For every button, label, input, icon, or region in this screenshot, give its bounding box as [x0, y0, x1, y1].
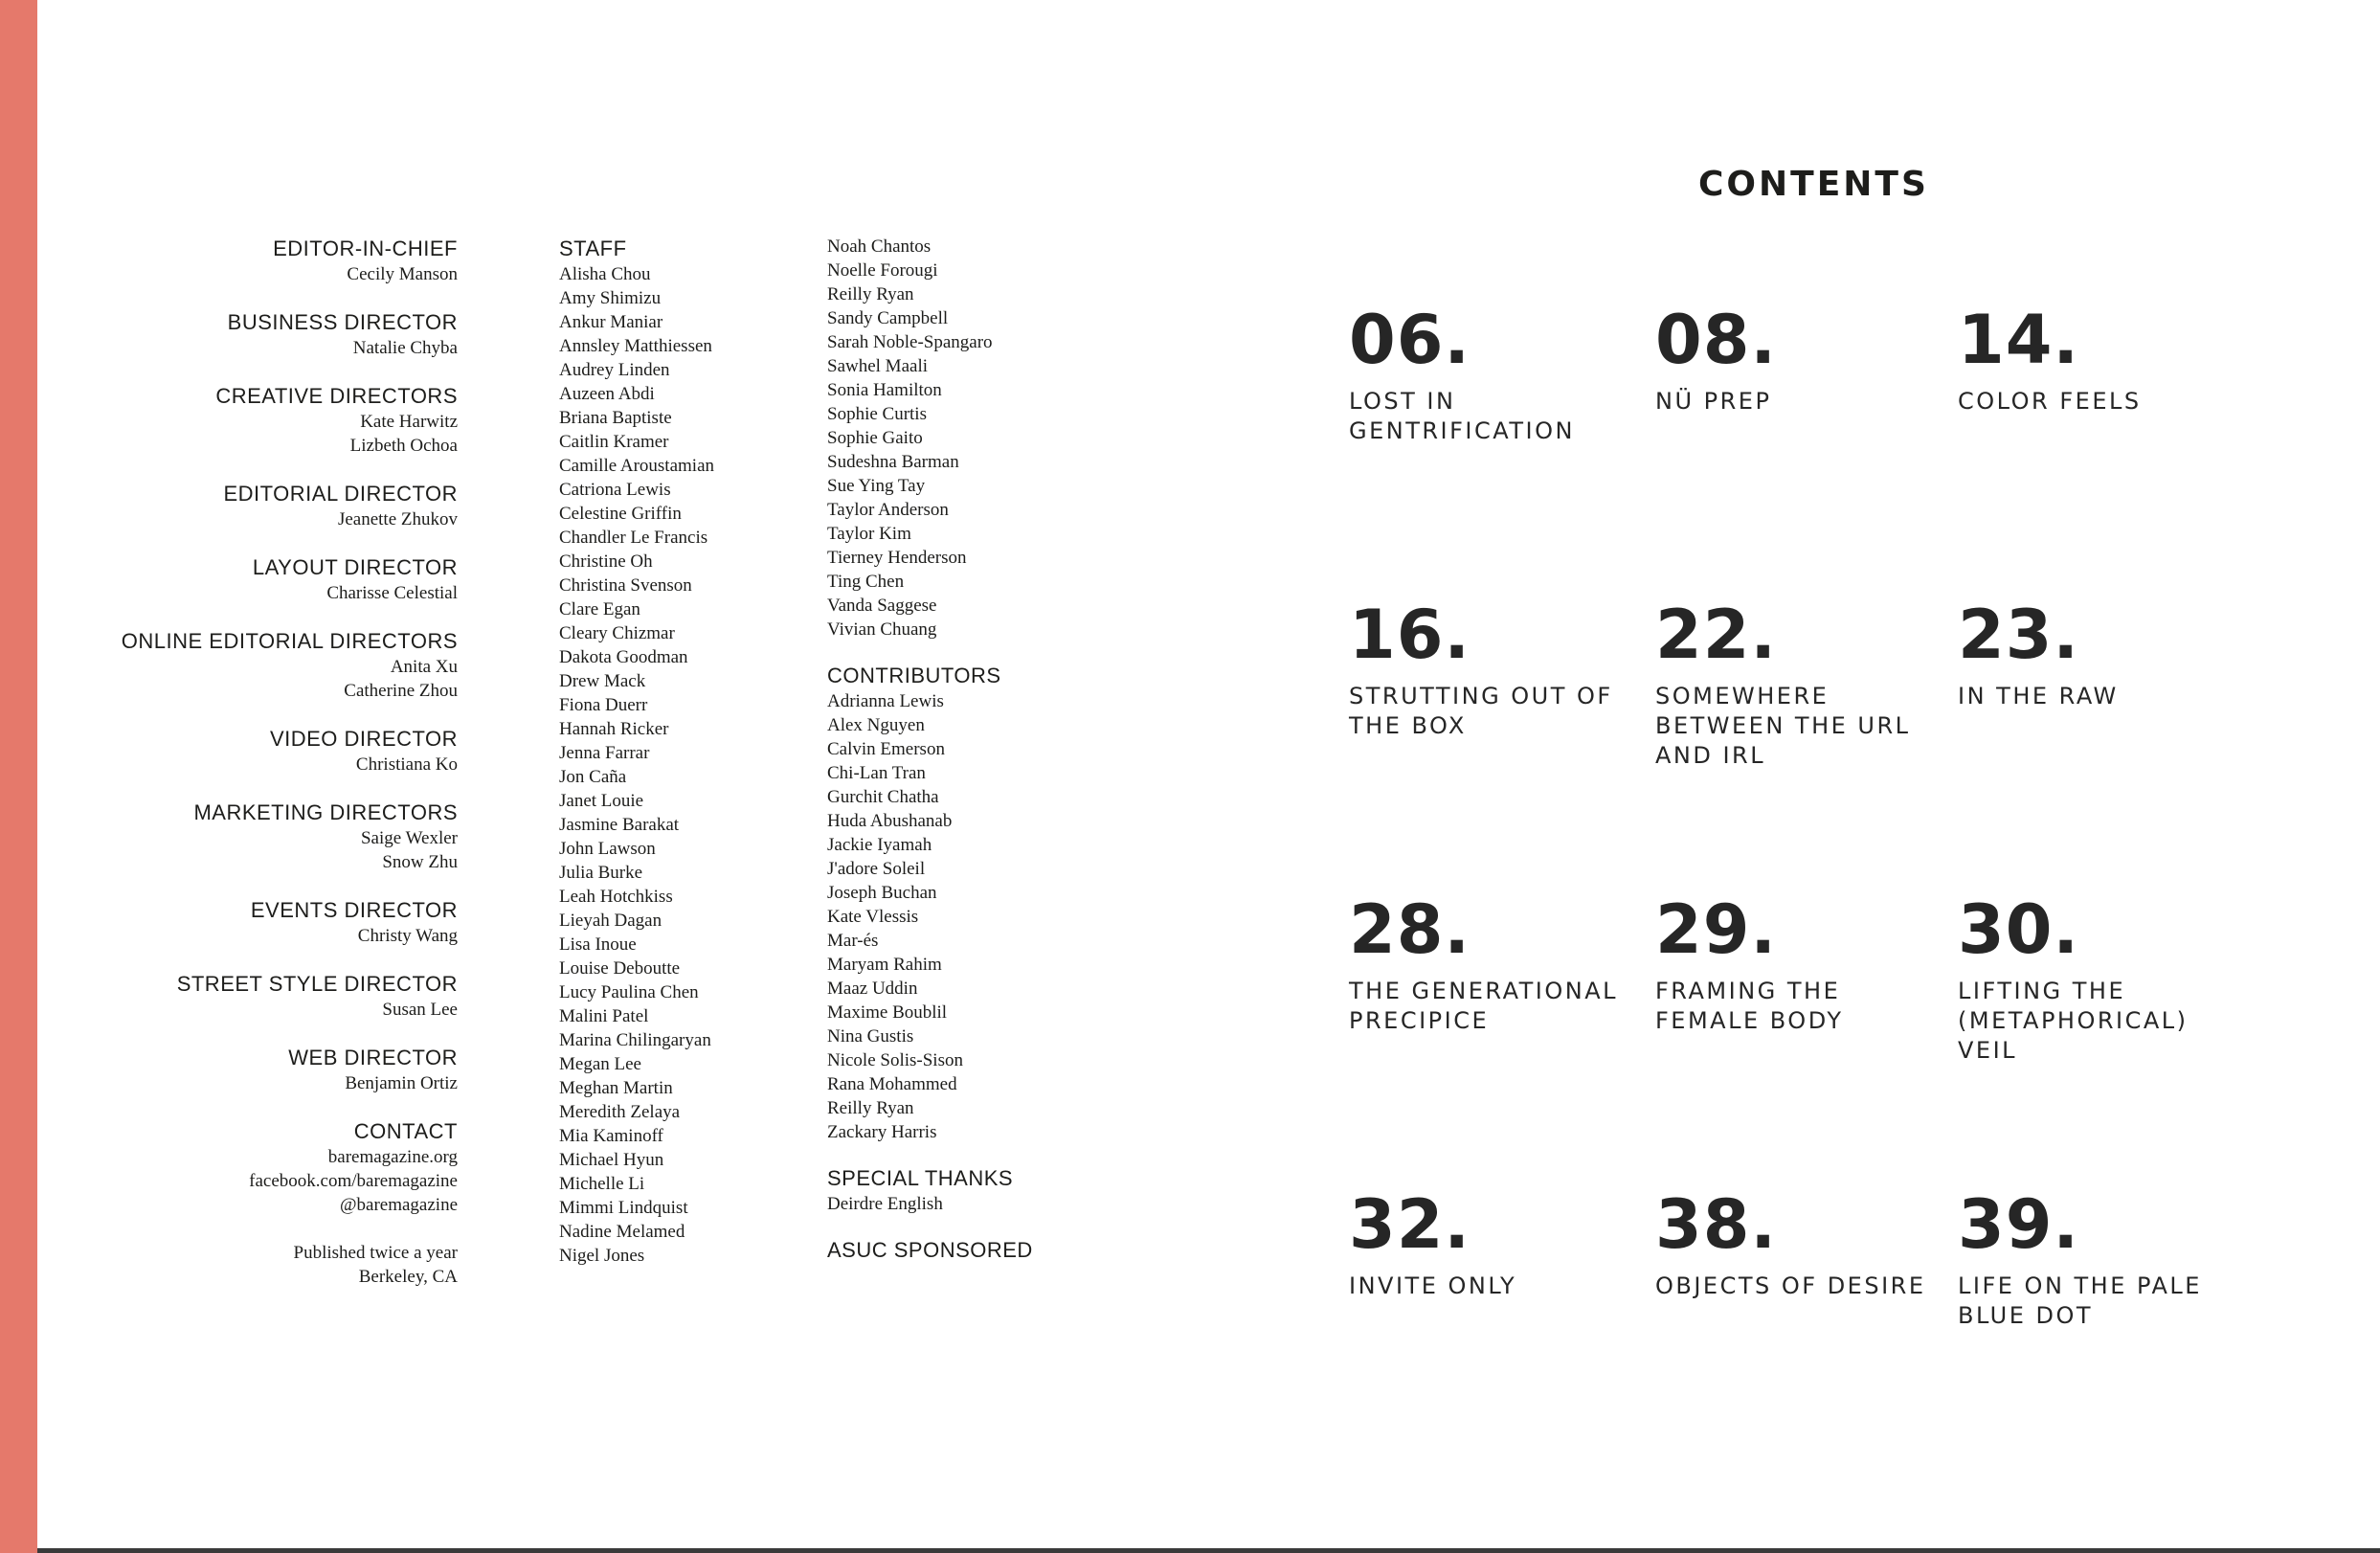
toc-title-line: (METAPHORICAL) [1958, 1007, 2189, 1034]
toc-title [1958, 1272, 2235, 1331]
staff-name: Christina Svenson [559, 575, 692, 596]
staff-name: Audrey Linden [559, 360, 670, 380]
special-thanks-heading: SPECIAL THANKS [827, 1166, 1014, 1190]
toc-title-line: STRUTTING OUT OF [1349, 683, 1613, 709]
toc-title-line: LIFE ON THE PALE [1958, 1272, 2202, 1299]
toc-title-line: LIFTING THE [1958, 978, 2126, 1004]
contributor-name: Kate Vlessis [827, 907, 919, 927]
staff-name: Nadine Melamed [559, 1222, 685, 1242]
publication-info [17, 1241, 458, 1289]
toc-title-line: LOST IN [1349, 388, 1456, 415]
toc-entry [1655, 889, 1933, 1036]
toc-entry [1655, 1183, 1933, 1301]
toc-page-number: 30. [1958, 890, 2080, 969]
masthead-role: EDITORIAL DIRECTOR [223, 482, 458, 506]
toc-page-number: 14. [1958, 301, 2080, 379]
staff-name: Alisha Chou [559, 264, 651, 284]
staff-name: Sue Ying Tay [827, 476, 926, 496]
masthead-role: WEB DIRECTOR [288, 1046, 458, 1069]
masthead-person: Catherine Zhou [344, 681, 458, 701]
publication-line: Berkeley, CA [358, 1267, 458, 1287]
staff-name: Dakota Goodman [559, 647, 688, 667]
staff-name: Drew Mack [559, 671, 646, 691]
staff-name: Sawhel Maali [827, 356, 929, 376]
toc-page-number: 28. [1349, 890, 1471, 969]
masthead-person: Saige Wexler [360, 828, 458, 848]
toc-entry [1349, 1183, 1627, 1301]
toc-title-line: BETWEEN THE URL [1655, 712, 1911, 739]
staff-name: Megan Lee [559, 1054, 641, 1074]
toc-title-line: PRECIPICE [1349, 1007, 1490, 1034]
bottom-rule [37, 1548, 2380, 1553]
staff-name: Camille Aroustamian [559, 456, 715, 476]
table-of-contents [1349, 299, 2306, 1371]
credits-column [827, 235, 1114, 1264]
staff-name: Meredith Zelaya [559, 1102, 681, 1122]
toc-entry [1958, 299, 2235, 416]
contributor-name: Nina Gustis [827, 1026, 914, 1047]
contributor-name: Maaz Uddin [827, 979, 918, 999]
contributor-name: Mar-és [827, 931, 879, 951]
toc-page-number: 23. [1958, 596, 2080, 674]
staff-name: Sonia Hamilton [827, 380, 942, 400]
masthead-role: LAYOUT DIRECTOR [252, 555, 458, 579]
masthead-role: EVENTS DIRECTOR [250, 898, 458, 922]
masthead-block [17, 897, 458, 948]
staff-name: Mimmi Lindquist [559, 1198, 688, 1218]
staff-name: Michael Hyun [559, 1150, 664, 1170]
toc-entry [1958, 889, 2235, 1066]
contributor-name: Gurchit Chatha [827, 787, 939, 807]
toc-entry [1655, 594, 1933, 771]
masthead-person: Benjamin Ortiz [345, 1073, 458, 1093]
contributor-name: Huda Abushanab [827, 811, 953, 831]
staff-name: Sudeshna Barman [827, 452, 959, 472]
staff-name: Ting Chen [827, 572, 905, 592]
staff-name: Hannah Ricker [559, 719, 669, 739]
staff-name: Catriona Lewis [559, 480, 671, 500]
masthead-block [17, 383, 458, 458]
masthead-role: ONLINE EDITORIAL DIRECTORS [121, 629, 458, 653]
staff-name: Lieyah Dagan [559, 911, 662, 931]
toc-title [1655, 1272, 1933, 1301]
contributor-name: Jackie Iyamah [827, 835, 932, 855]
toc-page-number: 22. [1655, 596, 1778, 674]
staff-name: Clare Egan [559, 599, 640, 619]
masthead-person: Susan Lee [382, 1000, 458, 1020]
toc-page-number: 38. [1655, 1185, 1778, 1264]
toc-title [1349, 1272, 1627, 1301]
masthead-person: Lizbeth Ochoa [349, 436, 458, 456]
toc-title [1349, 977, 1627, 1036]
masthead-role: CREATIVE DIRECTORS [215, 384, 458, 408]
toc-title-line: IN THE RAW [1958, 683, 2119, 709]
toc-title [1958, 977, 2235, 1066]
staff-name: Jenna Farrar [559, 743, 650, 763]
toc-title [1655, 977, 1933, 1036]
staff-name: Noelle Forougi [827, 260, 938, 281]
contributor-name: Maxime Boublil [827, 1002, 948, 1023]
staff-name: Ankur Maniar [559, 312, 663, 332]
toc-page-number: 39. [1958, 1185, 2080, 1264]
toc-entry [1958, 1183, 2235, 1331]
contributor-name: Zackary Harris [827, 1122, 937, 1142]
toc-title-line: COLOR FEELS [1958, 388, 2142, 415]
masthead-person: Charisse Celestial [326, 583, 458, 603]
staff-name: Reilly Ryan [827, 284, 914, 304]
contributors-heading: CONTRIBUTORS [827, 664, 1001, 687]
staff-name: Michelle Li [559, 1174, 645, 1194]
masthead-block [17, 971, 458, 1022]
toc-title-line: FRAMING THE [1655, 978, 1841, 1004]
masthead-person: baremagazine.org [327, 1147, 458, 1167]
masthead-role: EDITOR-IN-CHIEF [273, 236, 458, 260]
staff-name: Mia Kaminoff [559, 1126, 663, 1146]
toc-entry [1349, 594, 1627, 741]
sponsor-label: ASUC SPONSORED [827, 1238, 1033, 1262]
staff-column [559, 236, 798, 1268]
masthead-person: Jeanette Zhukov [337, 509, 458, 529]
masthead-block [17, 1045, 458, 1095]
toc-title [1349, 387, 1627, 446]
toc-title-line: THE GENERATIONAL [1349, 978, 1619, 1004]
masthead-block [17, 1118, 458, 1217]
contributor-name: Alex Nguyen [827, 715, 925, 735]
toc-title [1349, 682, 1627, 741]
contributor-name: Rana Mohammed [827, 1074, 957, 1094]
staff-name: Malini Patel [559, 1006, 649, 1026]
toc-entry [1958, 594, 2235, 711]
staff-name: Sophie Gaito [827, 428, 923, 448]
staff-name: Celestine Griffin [559, 504, 682, 524]
special-thanks-list [827, 1192, 1114, 1216]
masthead-block [17, 481, 458, 531]
toc-entry [1349, 299, 1627, 446]
masthead-person: facebook.com/baremagazine [249, 1171, 458, 1191]
toc-page-number: 16. [1349, 596, 1471, 674]
staff-name: Fiona Duerr [559, 695, 648, 715]
special-thanks-section [827, 1165, 1114, 1216]
sponsor-section [827, 1237, 1114, 1264]
toc-title-line: THE BOX [1349, 712, 1467, 739]
masthead-role: VIDEO DIRECTOR [269, 727, 458, 751]
staff-name: Janet Louie [559, 791, 644, 811]
toc-title [1958, 387, 2235, 416]
contributor-name: Adrianna Lewis [827, 691, 944, 711]
contributors-section [827, 663, 1114, 1144]
toc-page-number: 08. [1655, 301, 1778, 379]
publication-line: Published twice a year [293, 1243, 458, 1263]
staff-list [559, 262, 798, 1268]
toc-title-line: OBJECTS OF DESIRE [1655, 1272, 1926, 1299]
masthead-person: Snow Zhu [382, 852, 458, 872]
staff-name: Marina Chilingaryan [559, 1030, 711, 1050]
contributor-name: Calvin Emerson [827, 739, 945, 759]
staff-name: Leah Hotchkiss [559, 887, 673, 907]
masthead-block [17, 236, 458, 286]
masthead-block [17, 309, 458, 360]
toc-page-number: 29. [1655, 890, 1778, 969]
masthead-person: Natalie Chyba [352, 338, 458, 358]
special-thanks-name: Deirdre English [827, 1194, 943, 1214]
staff-heading: STAFF [559, 236, 627, 260]
masthead-block [17, 554, 458, 605]
toc-title-line: AND IRL [1655, 742, 1766, 769]
masthead-role: STREET STYLE DIRECTOR [176, 972, 458, 996]
staff-name: Meghan Martin [559, 1078, 673, 1098]
toc-title-line: BLUE DOT [1958, 1302, 2094, 1329]
staff-name: Vivian Chuang [827, 619, 937, 640]
staff-name: Louise Deboutte [559, 958, 681, 979]
masthead-block [17, 628, 458, 703]
toc-title [1655, 682, 1933, 771]
masthead-role: CONTACT [353, 1119, 458, 1143]
toc-title [1655, 387, 1933, 416]
staff-name: Briana Baptiste [559, 408, 672, 428]
contributor-name: Joseph Buchan [827, 883, 937, 903]
staff-name: Taylor Anderson [827, 500, 949, 520]
staff-name: Auzeen Abdi [559, 384, 655, 404]
staff-name: John Lawson [559, 839, 656, 859]
contents-title: CONTENTS [1698, 165, 1929, 204]
toc-entry [1655, 299, 1933, 416]
masthead [17, 236, 458, 1289]
staff-name: Cleary Chizmar [559, 623, 675, 643]
staff-name: Sophie Curtis [827, 404, 927, 424]
masthead-person: @baremagazine [340, 1195, 458, 1215]
staff-name: Noah Chantos [827, 236, 932, 257]
toc-title-line: FEMALE BODY [1655, 1007, 1844, 1034]
staff-name: Julia Burke [559, 863, 643, 883]
toc-title-line: GENTRIFICATION [1349, 417, 1575, 444]
staff-name: Taylor Kim [827, 524, 911, 544]
staff-name: Annsley Matthiessen [559, 336, 712, 356]
contributors-list [827, 689, 1114, 1144]
toc-title-line: NÜ PREP [1655, 388, 1772, 415]
toc-title-line: VEIL [1958, 1037, 2018, 1064]
masthead-role: MARKETING DIRECTORS [193, 800, 458, 824]
staff-name: Amy Shimizu [559, 288, 662, 308]
masthead-person: Christiana Ko [355, 754, 458, 775]
staff-name: Nigel Jones [559, 1246, 645, 1266]
contributor-name: Reilly Ryan [827, 1098, 914, 1118]
masthead-person: Christy Wang [357, 926, 458, 946]
staff-name: Vanda Saggese [827, 596, 937, 616]
staff-name: Lisa Inoue [559, 934, 637, 955]
staff-name: Sarah Noble-Spangaro [827, 332, 993, 352]
staff-name: Tierney Henderson [827, 548, 967, 568]
contributor-name: Nicole Solis-Sison [827, 1050, 963, 1070]
staff-name: Sandy Campbell [827, 308, 949, 328]
staff-name: Jon Caña [559, 767, 627, 787]
toc-page-number: 32. [1349, 1185, 1471, 1264]
staff-name: Christine Oh [559, 551, 653, 572]
staff-name: Chandler Le Francis [559, 528, 708, 548]
staff-name: Caitlin Kramer [559, 432, 669, 452]
contributor-name: J'adore Soleil [827, 859, 926, 879]
staff-name: Jasmine Barakat [559, 815, 680, 835]
toc-title-line: INVITE ONLY [1349, 1272, 1517, 1299]
toc-title [1958, 682, 2235, 711]
staff-list-continued [827, 235, 1114, 641]
masthead-person: Kate Harwitz [360, 412, 458, 432]
masthead-person: Cecily Manson [347, 264, 458, 284]
masthead-role: BUSINESS DIRECTOR [227, 310, 458, 334]
toc-page-number: 06. [1349, 301, 1471, 379]
masthead-block [17, 726, 458, 776]
masthead-block [17, 799, 458, 874]
toc-entry [1349, 889, 1627, 1036]
toc-title-line: SOMEWHERE [1655, 683, 1830, 709]
contributor-name: Maryam Rahim [827, 955, 942, 975]
staff-name: Lucy Paulina Chen [559, 982, 699, 1002]
contributor-name: Chi-Lan Tran [827, 763, 926, 783]
masthead-person: Anita Xu [390, 657, 458, 677]
